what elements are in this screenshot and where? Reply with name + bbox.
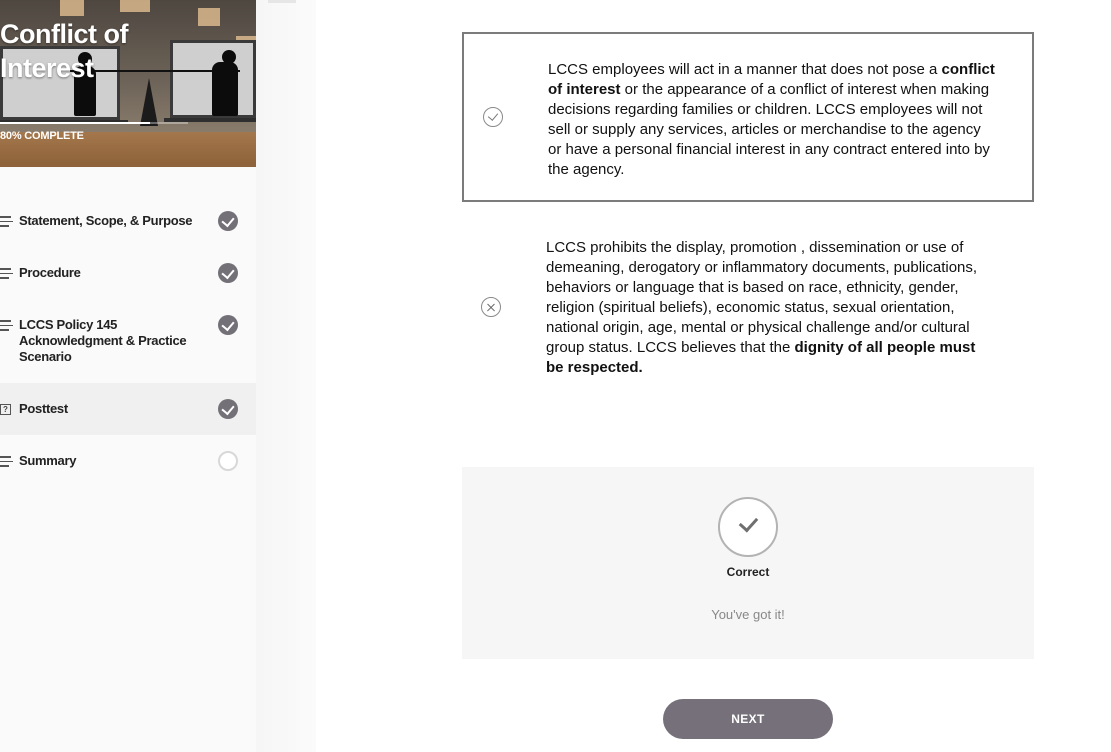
sidebar-item-label: LCCS Policy 145 Acknowledgment & Practice Scenario: [19, 317, 187, 364]
question-icon: ?: [0, 404, 11, 415]
answer-choice-1[interactable]: [462, 32, 1034, 202]
answer-choice-text: LCCS prohibits the display, promotion , dissemination or use of demeaning, derogatory or inflammatory documents, publications, behaviors or language that is based on race, ethnicity, gender, religion (spiritual beliefs), economic status, sexual orientation, national origin, age, mental or physical challenge and/or cultural group status. LCCS believes that the dignity of all people must be respected.: [546, 239, 978, 376]
lines-icon: [0, 456, 12, 470]
check-complete-icon: [218, 211, 238, 231]
sidebar-divider: [256, 0, 316, 752]
course-hero-image: [0, 0, 256, 167]
sidebar-item-summary[interactable]: [0, 435, 256, 487]
check-complete-icon: [218, 399, 238, 419]
sidebar-item-posttest[interactable]: [0, 383, 256, 435]
lines-icon: [0, 320, 12, 334]
sidebar-item-statement[interactable]: [0, 195, 256, 247]
sidebar-item-label: Statement, Scope, & Purpose: [19, 213, 193, 228]
answer-choice-text: LCCS employees will act in a manner that does not pose a conflict of interest or the appearance of a conflict of interest when making decisions regarding families or children. LCCS employees will not sell or supply any services, articles or merchandise to the agency or have a personal financial interest in any contract entered into by the agency.: [548, 61, 995, 178]
close-x-icon: [481, 297, 501, 317]
sidebar-item-policy-acknowledgment[interactable]: [0, 299, 256, 383]
feedback-panel: [462, 467, 1034, 659]
sidebar-item-label: Summary: [19, 453, 77, 468]
feedback-title: Correct: [726, 565, 770, 579]
lines-icon: [0, 268, 12, 282]
course-progress-bar: [0, 122, 188, 124]
progress-label: 80% COMPLETE: [0, 130, 84, 142]
sidebar-item-label: Posttest: [19, 401, 68, 416]
sidebar-item-procedure[interactable]: [0, 247, 256, 299]
sidebar-toggle-handle[interactable]: [268, 0, 296, 3]
course-sidebar: [0, 0, 256, 752]
sidebar-item-label: Procedure: [19, 265, 81, 280]
checkmark-icon: [483, 107, 503, 127]
correct-check-icon: [718, 497, 778, 557]
check-complete-icon: [218, 263, 238, 283]
feedback-message: You've got it!: [711, 607, 785, 622]
answer-choice-2[interactable]: [462, 220, 1034, 390]
course-title: Conflict of Interest: [0, 19, 128, 83]
next-button[interactable]: NEXT: [663, 699, 833, 739]
lines-icon: [0, 216, 12, 230]
check-complete-icon: [218, 315, 238, 335]
lesson-nav: [0, 195, 256, 487]
check-incomplete-icon: [218, 451, 238, 471]
